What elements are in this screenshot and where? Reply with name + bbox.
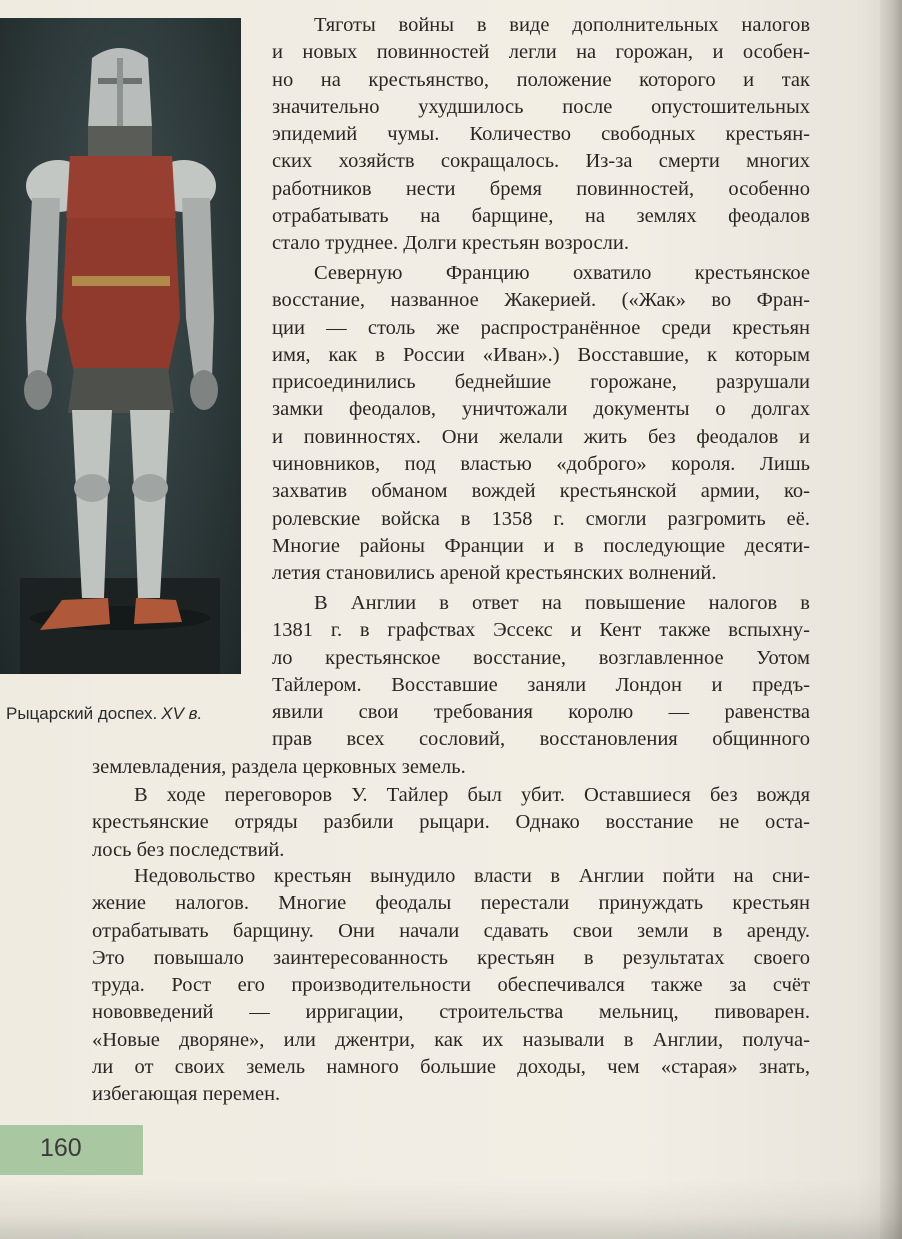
- text-line: лось без последствий.: [92, 838, 285, 861]
- text-line: труда. Рост его производительности обеспечивался также за счёт: [92, 974, 810, 997]
- text-line: эпидемий чумы. Количество свободных крестьян-: [272, 123, 810, 146]
- right-arm: [182, 198, 214, 378]
- surcoat-highlight: [66, 156, 176, 218]
- text-line: Тайлером. Восставшие заняли Лондон и предъ-: [272, 673, 810, 696]
- text-line: явили свои требования королю — равенства: [272, 701, 810, 724]
- helmet-ridge: [117, 58, 123, 133]
- left-arm: [26, 198, 60, 378]
- text-line: нововведений — ирригации, строительства мельниц, пивоварен.: [92, 1001, 810, 1024]
- knight-armor-photo: [0, 18, 241, 674]
- text-line: значительно ухудшилось после опустошительных: [272, 95, 810, 118]
- mail-collar: [88, 126, 152, 156]
- paragraph-3-tail: [92, 754, 810, 781]
- left-gauntlet: [24, 370, 52, 410]
- text-line: отрабатывать барщину. Они начали сдавать свои земли в аренду.: [92, 919, 810, 942]
- text-line: стало труднее. Долги крестьян возросли.: [272, 232, 629, 255]
- text-line: восстание, названное Жакерией. («Жак» во Фран-: [272, 289, 810, 312]
- text-line: Это повышало заинтересованность крестьян в результатах своего: [92, 946, 810, 969]
- caption-text: Рыцарский доспех.: [6, 704, 158, 723]
- text-line: В Англии в ответ на повышение налогов в: [314, 592, 810, 614]
- text-line: ции — столь же распространённое среди крестьян: [272, 316, 810, 339]
- right-sabaton: [134, 598, 182, 624]
- text-line: Недовольство крестьян вынудило власти в Англии пойти на сни-: [134, 865, 810, 887]
- text-line: прав всех сословий, восстановления общинного: [272, 728, 810, 751]
- text-line: и повинностях. Они желали жить без феодалов и: [272, 425, 810, 448]
- right-leg: [130, 410, 170, 598]
- text-line: землевладения, раздела церковных земель.: [92, 756, 466, 778]
- right-gauntlet: [190, 370, 218, 410]
- belt: [72, 276, 170, 286]
- scan-bottom-shadow: [0, 1179, 902, 1239]
- text-line: Многие районы Франции и в последующие десяти-: [272, 534, 810, 557]
- text-line: В ходе переговоров У. Тайлер был убит. Оставшиеся без вождя: [134, 784, 810, 806]
- armor-illustration: [0, 18, 241, 674]
- text-line: летия становились ареной крестьянских волнений.: [272, 562, 717, 585]
- left-leg: [72, 410, 112, 598]
- paragraph-5: [92, 863, 810, 1109]
- text-line: присоединились беднейшие горожане, разрушали: [272, 371, 810, 394]
- paragraph-4: [92, 782, 810, 864]
- text-line: «Новые дворяне», или джентри, как их называли в Англии, получа-: [92, 1028, 810, 1051]
- text-line: 1381 г. в графствах Эссекс и Кент также вспыхну-: [272, 619, 810, 642]
- paragraph-1: [272, 12, 810, 258]
- text-line: избегающая перемен.: [92, 1083, 281, 1106]
- text-line: замки феодалов, уничтожали документы о долгах: [272, 398, 810, 421]
- left-knee: [74, 474, 110, 502]
- text-line: ских хозяйств сокращалось. Из-за смерти многих: [272, 150, 810, 173]
- text-line: Северную Францию охватило крестьянское: [314, 262, 810, 284]
- paragraph-2: [272, 260, 810, 588]
- text-line: захватив обманом вождей крестьянской армии, ко-: [272, 480, 810, 503]
- text-line: жение налогов. Многие феодалы перестали принуждать крестьян: [92, 892, 810, 915]
- book-gutter-shadow: [880, 0, 902, 1239]
- text-line: работников нести бремя повинностей, особенно: [272, 177, 810, 200]
- text-line: крестьянские отряды разбили рыцари. Однако восстание не оста-: [92, 811, 810, 834]
- paragraph-3: [272, 590, 810, 754]
- text-line: отрабатывать на барщине, на землях феодалов: [272, 205, 810, 228]
- text-line: имя, как в России «Иван».) Восставшие, к которым: [272, 343, 810, 366]
- text-line: ли от своих земель намного большие доходы, чем «старая» знать,: [92, 1056, 810, 1079]
- text-line: Тяготы войны в виде дополнительных налогов: [314, 14, 810, 36]
- text-line: ло крестьянское восстание, возглавленное Уотом: [272, 646, 810, 669]
- right-knee: [132, 474, 168, 502]
- text-line: и новых повинностей легли на горожан, и особен-: [272, 41, 810, 64]
- page-number: 160: [40, 1134, 82, 1162]
- text-line: но на крестьянство, положение которого и так: [272, 68, 810, 91]
- mail-skirt: [68, 368, 174, 413]
- photo-caption: [6, 704, 256, 724]
- text-line: ролевские войска в 1358 г. смогли разгромить её.: [272, 507, 810, 530]
- text-line: чиновников, под властью «доброго» короля. Лишь: [272, 453, 810, 476]
- caption-century: XV в.: [161, 704, 203, 723]
